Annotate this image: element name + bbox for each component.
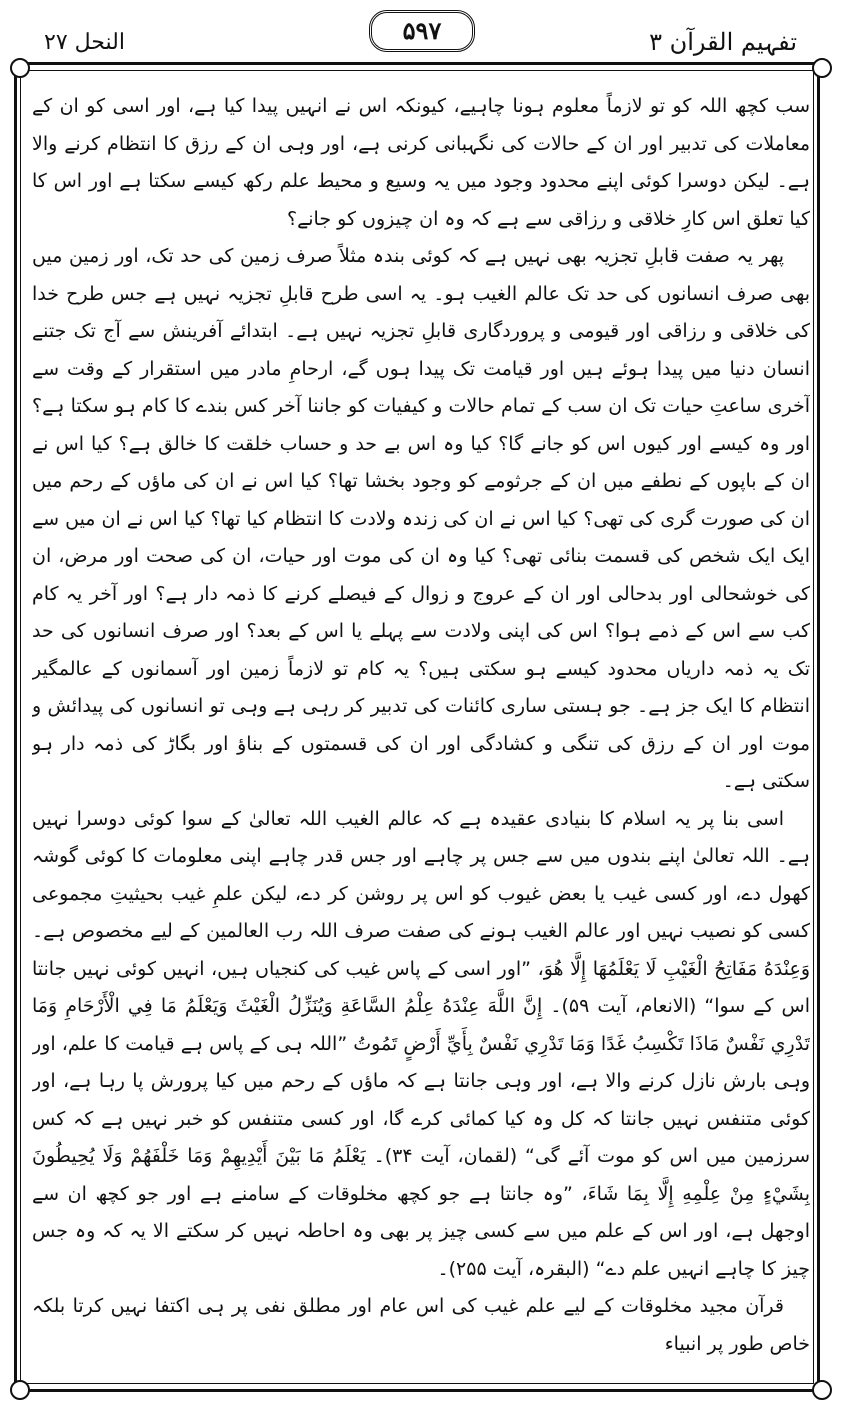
page-number-cartouche	[369, 10, 475, 52]
page-number: ۵۹۷	[402, 16, 442, 45]
paragraph: سب کچھ اللہ کو تو لازماً معلوم ہونا چاہیے، کیونکہ اس نے انہیں پیدا کیا ہے، اور اسی کو ان کے معاملات کی تدبیر اور ان کے حالات کی نگہبانی کرنی ہے، اور وہی ان کے رزق کا انتظام کرنے والا ہے۔ لیکن دوسرا کوئی اپنے محدود وجود میں یہ وسیع و محیط علم رکھ کیسے سکتا ہے اور اس کا کیا تعلق اس کارِ خلاقی و رزاقی سے ہے کہ وہ ان چیزوں کو جانے؟	[32, 95, 810, 230]
corner-ornament-icon	[812, 58, 832, 78]
corner-ornament-icon	[812, 1380, 832, 1400]
paragraph: پھر یہ صفت قابلِ تجزیہ بھی نہیں ہے کہ کوئی بندہ مثلاً صرف زمین کی حد تک، اور زمین میں بھی صرف انسانوں کی حد تک عالم الغیب ہو۔ یہ اسی طرح قابلِ تجزیہ نہیں ہے جس طرح خدا کی خلاقی و رزاقی اور قیومی و پروردگاری قابلِ تجزیہ نہیں ہے۔ ابتدائے آفرینش سے آج تک جتنے انسان دنیا میں پیدا ہوئے ہیں اور قیامت تک پیدا ہوں گے، ارحامِ مادر میں استقرار کے وقت سے آخری ساعتِ حیات تک ان سب کے تمام حالات و کیفیات کو جاننا آخر کس بندے کا کام ہو سکتا ہے؟ اور وہ کیسے اور کیوں اس کو جانے گا؟ کیا وہ اس بے حد و حساب خلقت کا خالق ہے؟ کیا اس نے ان کے باپوں کے نطفے میں ان کے جرثومے کو وجود بخشا تھا؟ کیا اس نے ان کی ماؤں کے رحم میں ان کی صورت گری کی تھی؟ کیا اس نے ان کی زندہ ولادت کا انتظام کیا تھا؟ کیا اس نے ان میں سے ایک ایک شخص کی قسمت بنائی تھی؟ کیا وہ ان کی موت اور حیات، ان کی صحت اور مرض، ان کی خوشحالی اور بدحالی اور ان کے عروج و زوال کے فیصلے کرنے کا ذمہ دار ہے؟ اور آخر یہ کام کب سے اس کے ذمے ہوا؟ اس کی اپنی ولادت سے پہلے یا اس کے بعد؟ اور صرف انسانوں کی حد تک یہ ذمہ داریاں محدود کیسے ہو سکتی ہیں؟ یہ کام تو لازماً زمین اور آسمانوں کے عالمگیر انتظام کا ایک جز ہے۔ جو ہستی ساری کائنات کی تدبیر کر رہی ہے وہی تو انسانوں کی پیدائش و موت اور ان کے رزق کی تنگی و کشادگی اور ان کی قسمتوں کے بناؤ اور بگاڑ کی ذمہ دار ہو سکتی ہے۔	[32, 245, 810, 792]
paragraph: قرآن مجید مخلوقات کے لیے علم غیب کی اس عام اور مطلق نفی پر ہی اکتفا نہیں کرتا بلکہ خاص طور پر انبیاء	[32, 1295, 810, 1355]
surah-running-head: النحل ۲۷	[44, 30, 125, 55]
corner-ornament-icon	[10, 1380, 30, 1400]
book-title-running-head: تفہیم القرآن ۳	[649, 28, 797, 56]
body-text	[32, 88, 810, 1378]
paragraph: اسی بنا پر یہ اسلام کا بنیادی عقیدہ ہے کہ عالم الغیب اللہ تعالیٰ کے سوا کوئی دوسرا نہیں ہے۔ اللہ تعالیٰ اپنے بندوں میں سے جس پر چاہے اور جس قدر چاہے اپنی معلومات کا کوئی گوشہ کھول دے، اور کسی غیب یا بعض غیوب کو اس پر روشن کر دے، لیکن علمِ غیب بحیثیتِ مجموعی کسی کو نصیب نہیں اور عالم الغیب ہونے کی صفت صرف اللہ رب العالمین کے لیے مخصوص ہے۔ وَعِنْدَهُ مَفَاتِحُ الْغَيْبِ لَا يَعْلَمُهَا إِلَّا هُوَ، ”اور اسی کے پاس غیب کی کنجیاں ہیں، انہیں کوئی نہیں جانتا اس کے سوا“ (الانعام، آیت ۵۹)۔ إِنَّ اللَّهَ عِنْدَهُ عِلْمُ السَّاعَةِ وَيُنَزِّلُ الْغَيْثَ وَيَعْلَمُ مَا فِي الْأَرْحَامِ وَمَا تَدْرِي نَفْسٌ مَاذَا تَكْسِبُ غَدًا وَمَا تَدْرِي نَفْسٌ بِأَيِّ أَرْضٍ تَمُوتُ ”اللہ ہی کے پاس ہے قیامت کا علم، اور وہی بارش نازل کرنے والا ہے، اور وہی جانتا ہے کہ ماؤں کے رحم میں کیا پرورش پا رہا ہے، اور کوئی متنفس نہیں جانتا کہ کل وہ کیا کمائی کرے گا، اور کسی متنفس کو خبر نہیں ہے کہ کس سرزمین میں اس کو موت آئے گی“ (لقمان، آیت ۳۴)۔ يَعْلَمُ مَا بَيْنَ أَيْدِيهِمْ وَمَا خَلْفَهُمْ وَلَا يُحِيطُونَ بِشَيْءٍ مِنْ عِلْمِهِ إِلَّا بِمَا شَاءَ، ”وہ جانتا ہے جو کچھ مخلوقات کے سامنے ہے اور جو کچھ ان سے اوجھل ہے، اور اس کے علم میں سے کسی چیز پر بھی وہ احاطہ نہیں کر سکتے الا یہ کہ وہ جس چیز کا چاہے انہیں علم دے“ (البقرہ، آیت ۲۵۵)۔	[32, 807, 810, 1280]
corner-ornament-icon	[10, 58, 30, 78]
page-header	[0, 0, 841, 68]
